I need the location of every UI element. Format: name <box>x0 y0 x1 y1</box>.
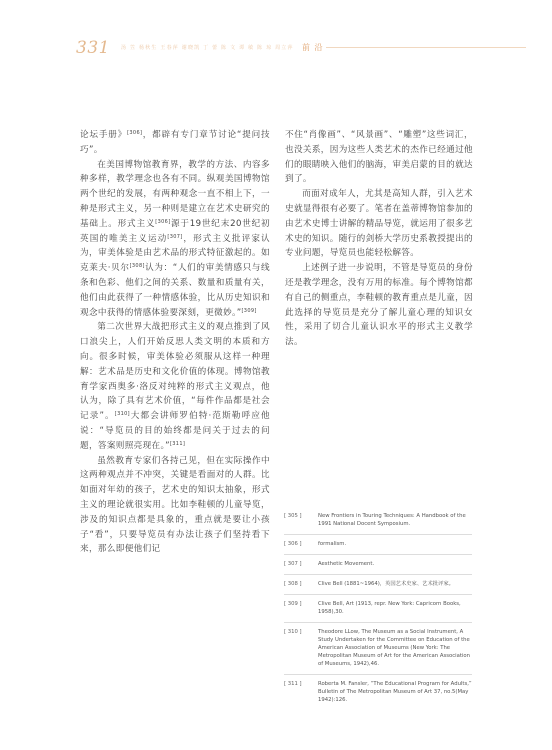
footnote-text: New Frontiers in Touring Techniques: A Handbook of the 1991 National Docent Symposium. <box>318 513 466 527</box>
paragraph: 不住“肖像画”、“风景画”、“雕塑”这些词汇，也没关系，因为这些人类艺术的杰作已经通过他们的眼睛映入他们的脑海，审美启蒙的目的就达到了。 <box>285 130 473 185</box>
footnote-ref[interactable]: [306] <box>155 218 171 225</box>
footnote-ref[interactable]: [308] <box>129 263 145 270</box>
page-header <box>76 38 528 62</box>
divider <box>284 594 472 595</box>
divider <box>284 674 472 675</box>
header-rule <box>326 47 526 48</box>
paragraph: 虽然教育专家们各持己见，但在实际操作中这两种观点并不冲突，关键是看面对的人群。比如面对年幼的孩子，艺术史的知识太抽象，形式主义的理论就很实用。比如李鞋顿的儿童导览，涉及的知识点都是具象的，重点就是要让小孩子“看”，只要导览员有办法让孩子们坚持看下来，那么即便他们记 <box>80 455 270 555</box>
footnote <box>284 628 472 668</box>
footnote <box>284 600 472 616</box>
footnotes <box>284 512 472 710</box>
footnote <box>284 560 472 568</box>
footnote-ref[interactable]: [307] <box>167 233 183 240</box>
author-list: 汤 笠 杨秋生 王春萍 谢晓凯 丁 蕾 陈 文 谭 敏 陈 琼 周立萍 <box>121 45 294 51</box>
footnote-text: Clive Bell (1881~1964)，英国艺术史家、艺术批评家。 <box>318 581 454 587</box>
paragraph: 论坛手册》[306]，都辟有专门章节讨论“提问技巧”。 <box>80 130 270 155</box>
footnote-ref[interactable]: [306] <box>127 130 143 136</box>
paragraph: 在美国博物馆教育界，教学的方法、内容多种多样，教学理念也各有不同。纵观美国博物馆两个世纪的发展，有两种观念一直不相上下，一种是形式主义，另一种则是建立在艺术史研究的基础上。形式主义[306]源于19世纪末20世纪初英国的唯美主义运动[307]，形式主义批评家认为，审美体验是由艺术品的形式特征激起的。如克莱夫·贝尔[308]认为：“人们的审美情感只与线条和色彩、他们之间的关系、数量和质量有关，他们由此获得了一种情感体验，比从历史知识和观念中获得的情感体验要深刻，更微妙。”[309] <box>80 159 271 318</box>
divider <box>284 574 472 575</box>
section-title: 前 沿 <box>302 43 324 52</box>
paragraph: 第二次世界大战把形式主义的观点推到了风口浪尖上，人们开始反思人类文明的本质和方向。很多时候，审美体验必须服从这样一种理解：艺术品是历史和文化价值的体现。博物馆教育学家西奥多·洛反对纯粹的形式主义观点，他认为，除了具有艺术价值，“每件作品都是社会记录”。[310]大都会讲师罗伯特·范斯勒呼应他说：“导览员的目的始终都是问关于过去的问题，答案则照亮现在。”[311] <box>80 322 270 451</box>
footnote-number: [ 305 ] <box>284 513 302 519</box>
footnote <box>284 512 472 528</box>
paragraph: 上述例子进一步说明，不管是导览员的身份还是教学理念，没有万用的标准。每个博物馆都有自己的侧重点，李鞋顿的教育重点是儿童，因此选择的导览员是充分了解儿童心理的知识女性，采用了切合儿童认识水平的形式主义教学法。 <box>285 263 473 348</box>
footnote <box>284 580 472 588</box>
footnote-ref[interactable]: [310] <box>114 411 130 418</box>
footnote-ref[interactable]: [309] <box>241 307 257 314</box>
divider <box>284 534 472 535</box>
page-number: 331 <box>76 38 110 58</box>
footnote-text: Aesthetic Movement. <box>318 561 375 567</box>
paragraph: 而面对成年人，尤其是高知人群，引入艺术史就显得很有必要了。笔者在盖蒂博物馆参加的由艺术史博士讲解的精品导览，就运用了很多艺术史的知识。随行的剑桥大学历史系教授提出的专业问题，导览员也能轻松解答。 <box>285 189 473 259</box>
left-column <box>80 128 270 557</box>
footnote-text: Clive Bell, Art (1913, repr. New York: Capricorn Books, 1958),30. <box>318 601 461 615</box>
footnote <box>284 680 472 704</box>
footnote-number: [ 310 ] <box>284 629 302 635</box>
footnote-number: [ 311 ] <box>284 681 302 687</box>
footnote-number: [ 309 ] <box>284 601 302 607</box>
footnote-text: Theodore LLow, The Museum as a Social Instrument, A Study Undertaken for the Committee on Education of the American Association of Museums (New York: The Metropolitan Museum of Art for the American Association of Museums, 1942),46. <box>318 629 471 667</box>
divider <box>284 554 472 555</box>
footnote-ref[interactable]: [311] <box>169 440 186 447</box>
footnote-number: [ 307 ] <box>284 561 302 567</box>
footnote <box>284 540 472 548</box>
footnote-number: [ 308 ] <box>284 581 302 587</box>
divider <box>284 622 472 623</box>
footnote-text: Roberta M. Fansler, “The Educational Program for Adults,” Bulletin of The Metropolitan Museum of Art 37, no.5(May 1942):126. <box>318 681 472 703</box>
footnote-text: formalism. <box>318 541 347 547</box>
footnote-number: [ 306 ] <box>284 541 302 547</box>
right-column <box>285 128 473 350</box>
